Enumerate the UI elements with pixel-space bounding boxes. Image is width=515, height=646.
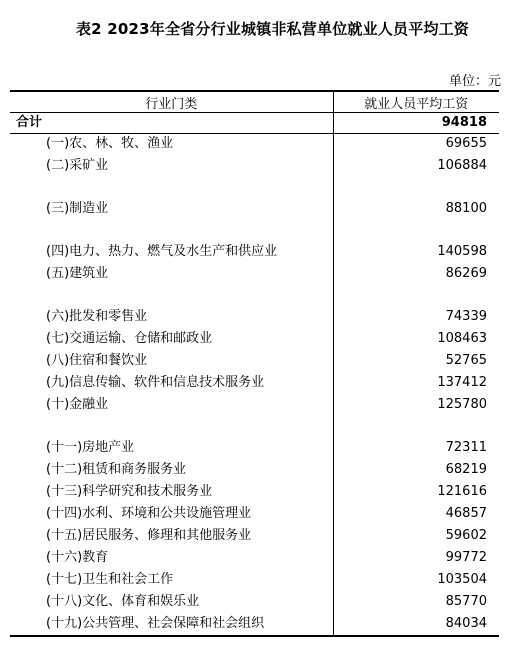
total-value: 94818 — [333, 113, 499, 134]
industry-name: (十二)租赁和商务服务业 — [10, 460, 333, 482]
wage-value: 103504 — [437, 571, 487, 587]
industry-name: (十八)文化、体育和娱乐业 — [10, 592, 333, 614]
table-row — [10, 548, 499, 570]
table-row — [10, 329, 499, 351]
wage-value: 85770 — [445, 593, 487, 609]
table-row — [10, 570, 499, 592]
wage-value: 84034 — [333, 614, 499, 636]
table-row — [10, 482, 499, 504]
table-row — [10, 395, 499, 438]
industry-name: (十一)房地产业 — [10, 438, 333, 460]
header-row — [10, 91, 499, 113]
wage-value: 74339 — [445, 308, 487, 324]
wage-value: 121616 — [437, 483, 487, 499]
total-row — [10, 113, 499, 134]
wage-table — [10, 90, 499, 637]
wage-value: 88100 — [445, 200, 487, 216]
industry-name: (二)采矿业 — [10, 156, 333, 199]
wage-value: 68219 — [445, 461, 487, 477]
industry-name: (一)农、林、牧、渔业 — [10, 134, 333, 156]
industry-name: (八)住宿和餐饮业 — [10, 351, 333, 373]
industry-name: (十四)水利、环境和公共设施管理业 — [10, 504, 333, 526]
table-row — [10, 460, 499, 482]
industry-name: (十三)科学研究和技术服务业 — [10, 482, 333, 504]
table-row — [10, 592, 499, 614]
industry-name: (四)电力、热力、燃气及水生产和供应业 — [10, 242, 333, 264]
wage-value: 137412 — [437, 374, 487, 390]
table-row — [10, 526, 499, 548]
wage-value: 69655 — [445, 136, 487, 151]
table-row — [10, 134, 499, 156]
industry-name: (十五)居民服务、修理和其他服务业 — [10, 526, 333, 548]
header-industry: 行业门类 — [10, 91, 333, 113]
wage-value: 108463 — [437, 330, 487, 346]
industry-name: (五)建筑业 — [10, 264, 333, 307]
table-row — [10, 156, 499, 199]
wage-value: 125780 — [437, 396, 487, 412]
wage-value: 140598 — [437, 243, 487, 259]
table-row — [10, 438, 499, 460]
table-row — [10, 199, 499, 242]
industry-name: (十六)教育 — [10, 548, 333, 570]
table-row — [10, 307, 499, 329]
wage-value: 52765 — [445, 352, 487, 368]
wage-value: 72311 — [445, 439, 487, 455]
table-row — [10, 373, 499, 395]
unit-label: 单位：元 — [448, 74, 501, 89]
industry-name: (六)批发和零售业 — [10, 307, 333, 329]
wage-value: 59602 — [445, 527, 487, 543]
table-row — [10, 242, 499, 264]
table-row — [10, 264, 499, 307]
industry-name: (三)制造业 — [10, 199, 333, 242]
table-row — [10, 504, 499, 526]
wage-value: 86269 — [445, 265, 487, 281]
industry-name: (七)交通运输、仓储和邮政业 — [10, 329, 333, 351]
industry-name: (九)信息传输、软件和信息技术服务业 — [10, 373, 333, 395]
header-wage: 就业人员平均工资 — [333, 91, 499, 113]
industry-name: (十九)公共管理、社会保障和社会组织 — [10, 614, 333, 636]
table-row — [10, 351, 499, 373]
table-row — [10, 614, 499, 636]
wage-value: 99772 — [445, 549, 487, 565]
table-title: 表2 2023年全省分行业城镇非私营单位就业人员平均工资 — [75, 20, 469, 38]
wage-value: 46857 — [445, 505, 487, 521]
industry-name: (十)金融业 — [10, 395, 333, 438]
wage-value: 106884 — [437, 157, 487, 173]
total-label: 合计 — [10, 113, 333, 134]
industry-name: (十七)卫生和社会工作 — [10, 570, 333, 592]
